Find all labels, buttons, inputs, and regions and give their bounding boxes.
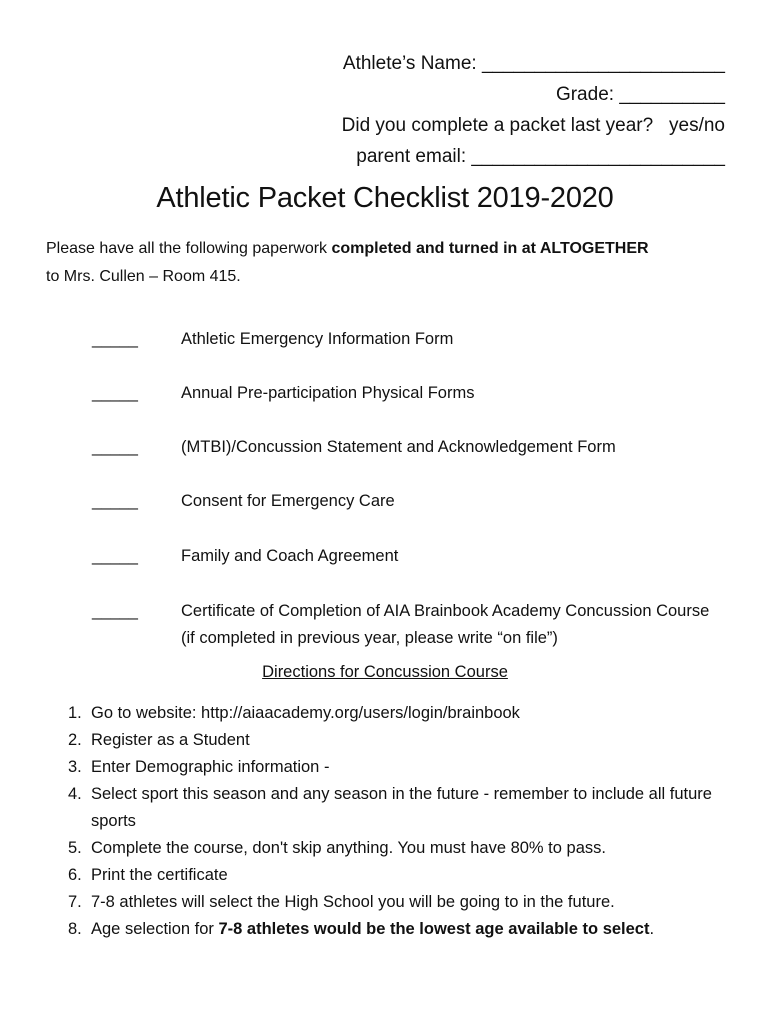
list-item — [68, 835, 728, 862]
step-number: 7. — [68, 893, 82, 911]
step-text: Complete the course, don't skip anything. You must have 80% to pass. — [91, 839, 606, 857]
list-item — [68, 862, 728, 889]
step-text: 7-8 athletes will select the High School you will be going to in the future. — [91, 893, 615, 911]
list-item — [68, 916, 728, 943]
step-number: 4. — [68, 785, 82, 803]
checklist-item-label: Consent for Emergency Care — [181, 492, 395, 510]
step-text: Register as a Student — [91, 731, 250, 749]
intro-text-line2: to Mrs. Cullen – Room 415. — [46, 268, 241, 285]
list-item — [68, 727, 728, 754]
step-number: 1. — [68, 704, 82, 722]
list-item — [68, 700, 728, 727]
step-number: 6. — [68, 866, 82, 884]
step-number: 8. — [68, 920, 82, 938]
athlete-name-field: Athlete’s Name: _______________________ — [342, 53, 725, 74]
step-text: Age selection for — [91, 920, 219, 938]
list-item — [68, 754, 728, 781]
intro-text: Please have all the following paperwork — [46, 240, 332, 257]
checklist-item-label: Family and Coach Agreement — [181, 547, 399, 565]
checkbox-blank: _____ — [92, 547, 138, 565]
step-text-end: . — [649, 920, 655, 938]
step-text: Go to website: http://aiaacademy.org/users/login/brainbook — [91, 704, 520, 722]
step-number: 3. — [68, 758, 82, 776]
list-item — [68, 889, 728, 916]
packet-last-year-question: Did you complete a packet last year? yes/no — [341, 115, 725, 136]
checkbox-blank: _____ — [92, 602, 138, 620]
checkbox-blank: _____ — [92, 330, 138, 348]
step-text-emphasis: 7-8 athletes would be the lowest age available to select — [218, 920, 650, 938]
list-item — [68, 781, 728, 835]
step-text: Select sport this season and any season in the future - remember to include all future sports — [91, 785, 712, 830]
grade-field: Grade: __________ — [555, 84, 725, 105]
parent-email-field: parent email: ________________________ — [356, 146, 725, 167]
checkbox-blank: _____ — [92, 438, 138, 456]
checklist-item-label: (MTBI)/Concussion Statement and Acknowledgement Form — [181, 438, 616, 456]
checklist-item-label: Certificate of Completion of AIA Brainbook Academy Concussion Course (if completed in previous year, please write “on file”) — [181, 602, 710, 647]
checkbox-blank: _____ — [92, 492, 138, 510]
intro-emphasis: completed and turned in at ALTOGETHER — [331, 240, 649, 257]
directions-steps — [68, 700, 728, 943]
step-text: Print the certificate — [91, 866, 228, 884]
intro-paragraph — [46, 235, 736, 291]
header-fields — [342, 48, 725, 172]
directions-heading: Directions for Concussion Course — [262, 663, 508, 681]
checkbox-blank: _____ — [92, 384, 138, 402]
step-number: 5. — [68, 839, 82, 857]
checklist-item-label: Annual Pre-participation Physical Forms — [181, 384, 475, 402]
step-number: 2. — [68, 731, 82, 749]
step-text: Enter Demographic information - — [91, 758, 330, 776]
checklist-item-label: Athletic Emergency Information Form — [181, 330, 454, 348]
page-title: Athletic Packet Checklist 2019-2020 — [156, 182, 614, 214]
